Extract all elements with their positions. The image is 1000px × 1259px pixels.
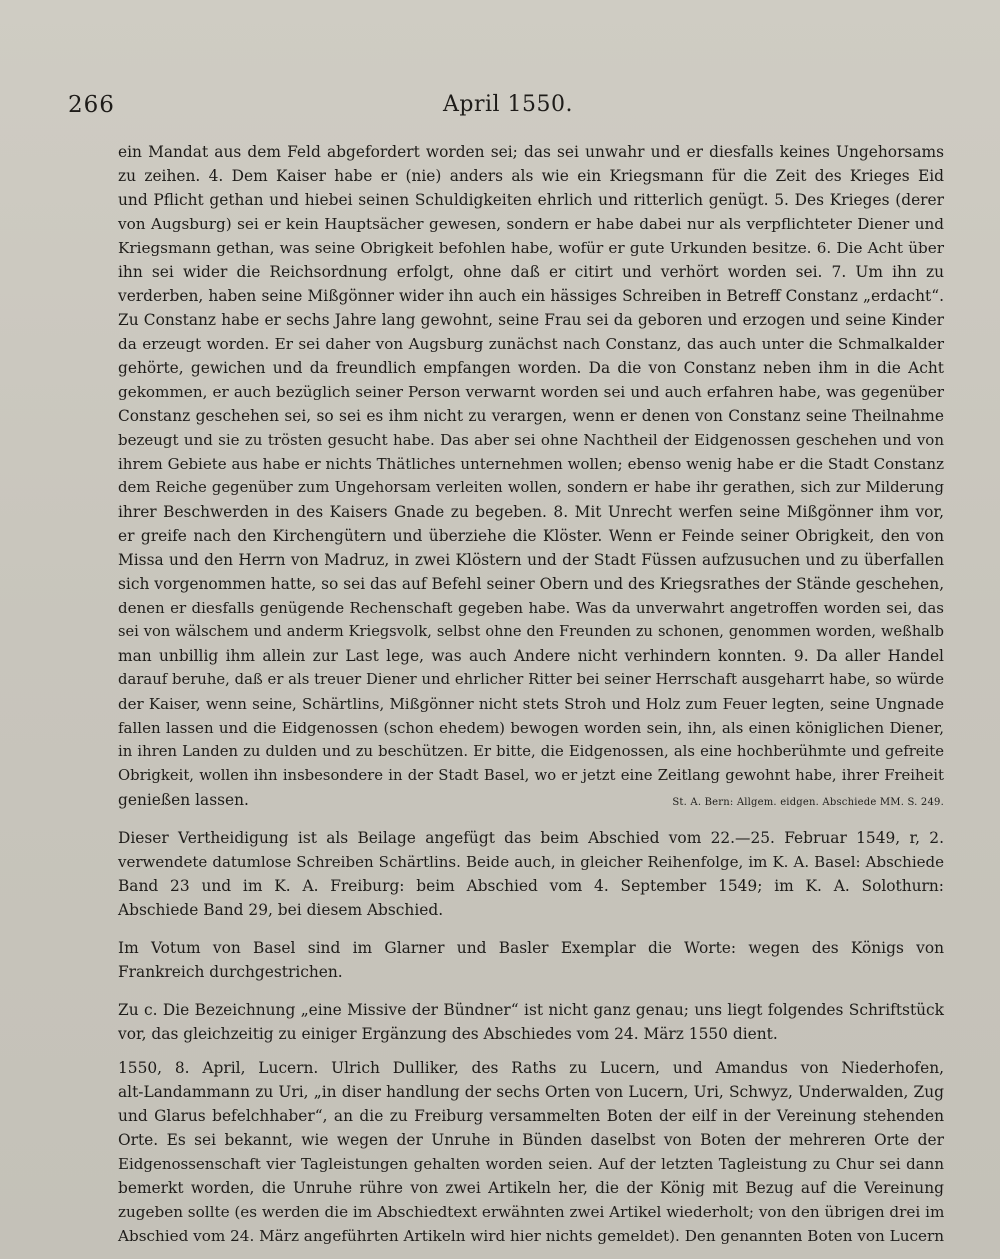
text-line: Eidgenossenschaft vier Tagleistungen gehalten worden seien. Auf der letzten Tagleistung zu Chur sei dann — [118, 1155, 944, 1173]
text-line: in ihren Landen zu dulden und zu beschützen. Er bitte, die Eidgenossen, als eine hochberühmte und gefreite — [118, 743, 944, 760]
paragraph-note-c — [118, 998, 944, 1046]
text-line: sich vorgenommen hatte, so sei das auf Befehl seiner Obern und des Kriegsrathes der Stände geschehen, — [118, 575, 945, 593]
text-line: ihrem Gebiete aus habe er nichts Thätliches unternehmen wollen; ebenso wenig habe er die Stadt Constanz — [118, 455, 944, 473]
text-line: bemerkt worden, die Unruhe rühre von zwei Artikeln her, die der König mit Bezug auf die Vereinung — [118, 1179, 944, 1197]
text-line: dem Reiche gegenüber zum Ungehorsam verleiten wollen, sondern er habe ihr gerathen, sich zur Milderung — [118, 479, 944, 496]
text-line: Band 23 und im K. A. Freiburg: beim Abschied vom 4. September 1549; im K. A. Solothurn: — [118, 877, 944, 895]
text-line: Orte. Es sei bekannt, wie wegen der Unruhe in Bünden daselbst von Boten der mehreren Orte der — [118, 1131, 944, 1149]
text-line: er greife nach den Kirchengütern und überziehe die Klöster. Wenn er Feinde seiner Obrigkeit, den von — [118, 527, 944, 545]
paragraph-lucern-letter — [118, 1056, 944, 1248]
text-line: zugeben sollte (es werden die im Abschiedtext erwähnten zwei Artikel wiederholt; von den übrigen drei im — [118, 1203, 945, 1221]
paragraph-basel-vote — [118, 936, 944, 984]
text-line: 1550, 8. April, Lucern. Ulrich Dulliker, des Raths zu Lucern, und Amandus von Niederhofen, — [118, 1059, 944, 1077]
text-line: Zu c. Die Bezeichnung „eine Missive der Bündner“ ist nicht ganz genau; uns liegt folgendes Schriftstück — [118, 1001, 944, 1019]
text-line: verderben, haben seine Mißgönner wider ihn auch ein hässiges Schreiben in Betreff Constanz „erdacht“. — [118, 287, 944, 305]
paragraph-gap — [118, 1046, 944, 1056]
text-line: Dieser Vertheidigung ist als Beilage angefügt das beim Abschied vom 22.—25. Februar 1549, r, 2. — [118, 829, 944, 847]
text-line: ihn sei wider die Reichsordnung erfolgt, ohne daß er citirt und verhört worden sei. 7. Um ihn zu — [118, 263, 944, 281]
text-line: der Kaiser, wenn seine, Schärtlins, Mißgönner nicht stets Stroh und Holz zum Feuer legten, seine Ungnade — [118, 695, 944, 713]
text-line: ein Mandat aus dem Feld abgefordert worden sei; das sei unwahr und er diesfalls keines Ungehorsams — [118, 143, 944, 161]
text-line: Missa und den Herrn von Madruz, in zwei Klöstern und der Stadt Füssen aufzusuchen und zu überfallen — [118, 551, 944, 569]
text-line: da erzeugt worden. Er sei daher von Augsburg zunächst nach Constanz, das auch unter die Schmalkalder — [118, 335, 944, 353]
text-line: bezeugt und sie zu trösten gesucht habe. Das aber sei ohne Nachtheil der Eidgenossen geschehen und von — [118, 431, 944, 449]
text-line: alt-Landammann zu Uri, „in diser handlung der sechs Orten von Lucern, Uri, Schwyz, Underwalden, Zug — [118, 1083, 944, 1101]
paragraph-defense — [118, 140, 944, 812]
text-line: fallen lassen und die Eidgenossen (schon ehedem) bewogen worden sein, ihn, als einen königlichen Diener, — [118, 719, 944, 737]
text-line: genießen lassen. — [118, 791, 249, 809]
text-line: Obrigkeit, wollen ihn insbesondere in der Stadt Basel, wo er jetzt eine Zeitlang gewohnt habe, ihrer Freiheit — [118, 767, 944, 784]
body-text — [118, 140, 944, 1248]
text-line: Abschied vom 24. März angeführten Artikeln wird hier nichts gemeldet). Den genannten Boten von Lucern — [118, 1227, 945, 1245]
paragraph-gap — [118, 984, 944, 998]
text-line: Zu Constanz habe er sechs Jahre lang gewohnt, seine Frau sei da geboren und erzogen und seine Kinder — [118, 311, 944, 329]
text-line: zu zeihen. 4. Dem Kaiser habe er (nie) anders als wie ein Kriegsmann für die Zeit des Krieges Eid — [118, 167, 944, 185]
text-line: gekommen, er auch bezüglich seiner Person verwarnt worden sei und auch erfahren habe, was gegenüber — [118, 383, 944, 401]
page-number: 266 — [68, 92, 115, 118]
text-line: verwendete datumlose Schreiben Schärtlins. Beide auch, in gleicher Reihenfolge, im K. A. Basel: Abschiede — [118, 853, 944, 871]
text-line: und Pflicht gethan und hiebei seinen Schuldigkeiten ehrlich und ritterlich genügt. 5. Des Krieges (derer — [118, 191, 944, 209]
text-line: darauf beruhe, daß er als treuer Diener und ehrlicher Ritter bei seiner Herrschaft ausgeharrt habe, so würde — [118, 671, 944, 688]
text-line-with-citation — [118, 788, 944, 812]
running-title: April 1550. — [442, 92, 574, 117]
text-line: Kriegsmann gethan, was seine Obrigkeit befohlen habe, wofür er gute Urkunden besitze. 6. Die Acht über — [118, 239, 944, 257]
text-line: sei von wälschem und anderm Kriegsvolk, selbst ohne den Freunden zu schonen, genommen worden, weßhalb — [118, 623, 944, 640]
archive-citation: St. A. Bern: Allgem. eidgen. Abschiede MM. S. 249. — [672, 797, 944, 808]
text-line: von Augsburg) sei er kein Hauptsächer gewesen, sondern er habe dabei nur als verpflichteter Diener und — [118, 215, 944, 233]
text-line: Abschiede Band 29, bei diesem Abschied. — [118, 901, 444, 919]
text-line: und Glarus befelchhaber“, an die zu Freiburg versammelten Boten der eilf in der Vereinung stehenden — [118, 1107, 944, 1125]
text-line: Im Votum von Basel sind im Glarner und Basler Exemplar die Worte: wegen des Königs von — [118, 939, 944, 957]
text-line: ihrer Beschwerden in des Kaisers Gnade zu begeben. 8. Mit Unrecht werfen seine Mißgönner ihm vor, — [118, 503, 944, 521]
text-line: man unbillig ihm allein zur Last lege, was auch Andere nicht verhindern konnten. 9. Da aller Handel — [118, 647, 944, 665]
text-line: vor, das gleichzeitig zu einiger Ergänzung des Abschiedes vom 24. März 1550 dient. — [118, 1025, 778, 1043]
paragraph-attachment-note — [118, 826, 944, 922]
text-line: Constanz geschehen sei, so sei es ihm nicht zu verargen, wenn er denen von Constanz seine Theilnahme — [118, 407, 944, 425]
text-line: denen er diesfalls genügende Rechenschaft gegeben habe. Was da unverwahrt angetroffen worden sei, das — [118, 599, 944, 617]
paragraph-gap — [118, 922, 944, 936]
page-header — [68, 92, 948, 122]
text-line: Frankreich durchgestrichen. — [118, 963, 343, 981]
text-line: gehörte, gewichen und da freundlich empfangen worden. Da die von Constanz neben ihm in die Acht — [118, 359, 944, 377]
